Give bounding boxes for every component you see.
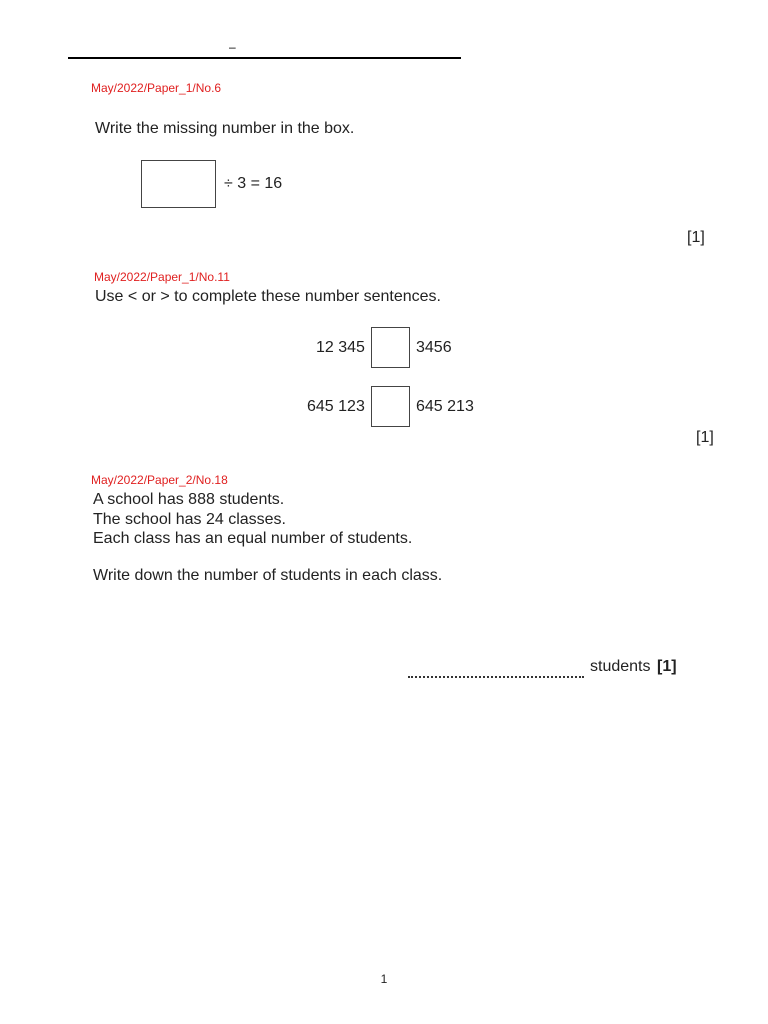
division-equation: ÷ 3 = 16 [224,175,283,192]
question-prompt: Use < or > to complete these number sentences. [95,288,441,305]
question-line: A school has 888 students. [93,491,285,508]
sentence-right-number: 645 213 [416,398,474,415]
sentence-right-number: 3456 [416,339,452,356]
marks-label: [1] [657,658,677,675]
missing-number-answer-box[interactable] [141,160,216,208]
answer-dotted-line[interactable] [408,676,584,678]
question-prompt: Write down the number of students in each class. [93,567,443,584]
header-rule [68,57,461,59]
question-ref: May/2022/Paper_2/No.18 [91,473,228,487]
marks-label: [1] [687,229,705,246]
answer-unit: students [590,658,651,675]
question-ref: May/2022/Paper_1/No.11 [94,270,230,284]
page-number: 1 [380,972,388,986]
header-dash: – [229,40,236,54]
sentence-left-number: 645 123 [307,398,365,415]
marks-label: [1] [696,429,714,446]
question-ref: May/2022/Paper_1/No.6 [91,81,222,95]
comparison-answer-box[interactable] [371,386,410,427]
sentence-left-number: 12 345 [316,339,365,356]
question-prompt: Write the missing number in the box. [95,120,355,137]
question-line: The school has 24 classes. [93,511,286,528]
question-line: Each class has an equal number of students. [93,530,413,547]
comparison-answer-box[interactable] [371,327,410,368]
